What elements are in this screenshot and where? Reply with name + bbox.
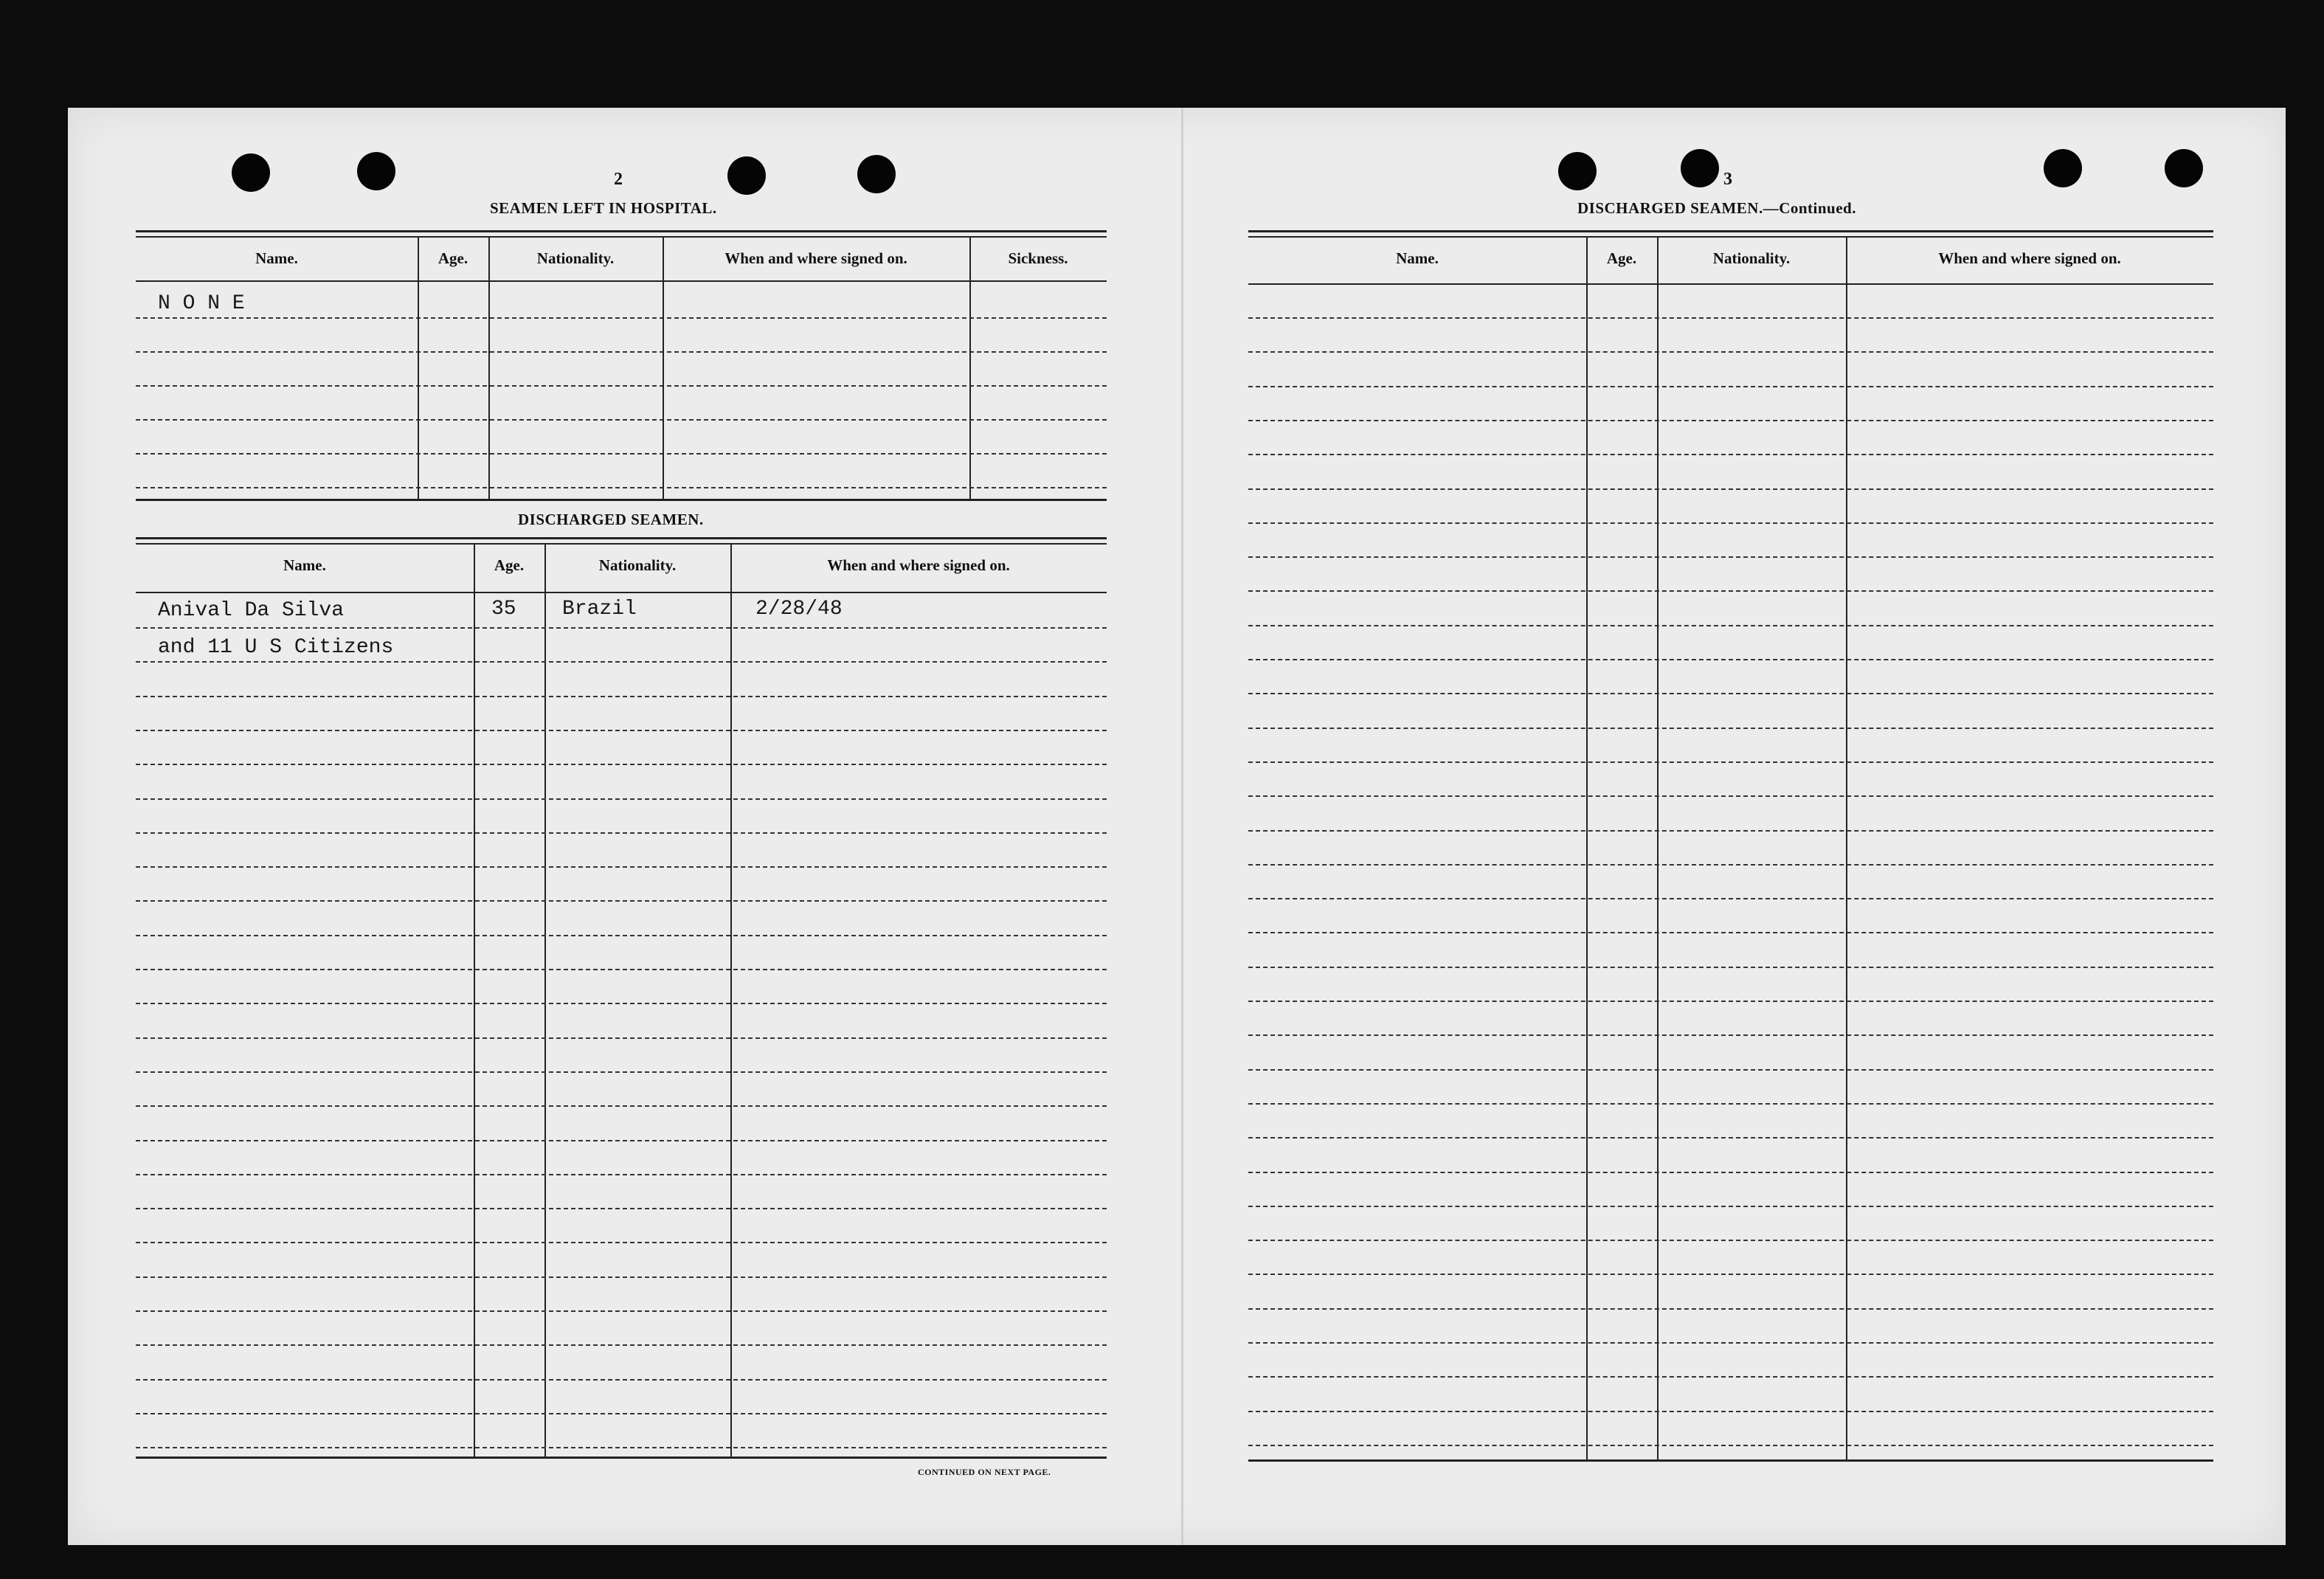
ruled-line — [1248, 1001, 2213, 1002]
punch-hole — [2044, 149, 2082, 187]
punch-hole — [357, 152, 395, 190]
ruled-line — [1248, 898, 2213, 899]
header-nationality: Nationality. — [536, 249, 615, 267]
header-name: Name. — [283, 556, 326, 574]
discharged-continued-title: DISCHARGED SEAMEN.—Continued. — [1577, 199, 1856, 217]
seaman-nationality: Brazil — [562, 598, 637, 621]
ruled-line — [136, 1071, 1107, 1073]
header-signed-on: When and where signed on. — [827, 556, 1010, 574]
ruled-line — [136, 1003, 1107, 1004]
ruled-line — [136, 1413, 1107, 1414]
seaman-age: 35 — [491, 598, 516, 621]
ruled-line — [1248, 864, 2213, 865]
ruled-line — [136, 627, 1107, 629]
seaman-signed-on: 2/28/48 — [755, 598, 843, 621]
ruled-line — [136, 1208, 1107, 1209]
header-nationality: Nationality. — [1712, 249, 1791, 267]
ruled-line — [1248, 932, 2213, 933]
ruled-line — [1248, 1103, 2213, 1105]
discharged-title: DISCHARGED SEAMEN. — [518, 511, 704, 528]
ruled-line — [136, 661, 1107, 663]
ruled-line — [1248, 556, 2213, 558]
ruled-line — [1248, 1411, 2213, 1412]
ruled-line — [1248, 454, 2213, 455]
seaman-name: Anival Da Silva — [158, 599, 345, 622]
ruled-line — [1248, 1034, 2213, 1036]
ruled-line — [136, 798, 1107, 800]
ruled-line — [1248, 1308, 2213, 1310]
header-signed-on: When and where signed on. — [724, 249, 907, 267]
ruled-line — [1248, 693, 2213, 694]
ruled-line — [136, 866, 1107, 868]
page-number-left: 2 — [614, 170, 623, 189]
ruled-line — [136, 935, 1107, 936]
ruled-line — [1248, 1274, 2213, 1275]
punch-hole — [857, 155, 896, 193]
ruled-line — [1248, 317, 2213, 319]
ruled-line — [136, 1276, 1107, 1278]
ruled-line — [1248, 1445, 2213, 1446]
continued-note: CONTINUED ON NEXT PAGE. — [918, 1467, 1051, 1477]
punch-hole — [1681, 149, 1719, 187]
ruled-line — [136, 730, 1107, 731]
punch-hole — [1558, 152, 1597, 190]
page-fold — [1181, 108, 1183, 1545]
punch-hole — [727, 156, 766, 195]
ruled-line — [136, 1379, 1107, 1381]
hospital-table — [136, 230, 1107, 503]
punch-hole — [2165, 149, 2203, 187]
discharged-table — [136, 537, 1107, 1461]
ruled-line — [136, 900, 1107, 902]
ruled-line — [1248, 386, 2213, 387]
ruled-line — [1248, 420, 2213, 421]
ruled-line — [1248, 1069, 2213, 1071]
ruled-line — [1248, 967, 2213, 968]
ruled-line — [1248, 625, 2213, 626]
header-age: Age. — [438, 249, 468, 267]
ruled-line — [136, 832, 1107, 834]
ruled-line — [1248, 1342, 2213, 1344]
header-age: Age. — [1606, 249, 1637, 267]
ruled-line — [1248, 1172, 2213, 1173]
header-name: Name. — [255, 249, 298, 267]
header-age: Age. — [494, 556, 525, 574]
header-sickness: Sickness. — [1008, 249, 1068, 267]
ruled-line — [1248, 351, 2213, 353]
ruled-line — [1248, 1376, 2213, 1378]
ruled-line — [1248, 795, 2213, 797]
ruled-line — [1248, 1240, 2213, 1241]
punch-hole — [232, 153, 270, 192]
ruled-line — [136, 1140, 1107, 1141]
ruled-line — [1248, 728, 2213, 729]
ruled-line — [1248, 1206, 2213, 1207]
header-nationality: Nationality. — [598, 556, 677, 574]
discharged-continued-table — [1248, 230, 2213, 1464]
seaman-name-2: and 11 U S Citizens — [158, 636, 394, 659]
hospital-title: SEAMEN LEFT IN HOSPITAL. — [490, 199, 717, 217]
ruled-line — [1248, 659, 2213, 660]
ruled-line — [1248, 1137, 2213, 1139]
page-number-right: 3 — [1723, 170, 1732, 189]
ruled-line — [136, 764, 1107, 765]
ruled-line — [1248, 830, 2213, 832]
hospital-entry-name: N O N E — [158, 292, 245, 315]
ruled-line — [136, 1242, 1107, 1243]
ruled-line — [1248, 488, 2213, 490]
ruled-line — [136, 1037, 1107, 1039]
header-name: Name. — [1396, 249, 1439, 267]
ruled-line — [136, 1344, 1107, 1346]
ruled-line — [1248, 522, 2213, 524]
ruled-line — [136, 1310, 1107, 1312]
ruled-line — [136, 969, 1107, 970]
ruled-line — [136, 696, 1107, 697]
ruled-line — [136, 1447, 1107, 1448]
ruled-line — [1248, 761, 2213, 763]
ruled-line — [1248, 590, 2213, 592]
ruled-line — [136, 1174, 1107, 1175]
ruled-line — [136, 1105, 1107, 1107]
header-signed-on: When and where signed on. — [1938, 249, 2121, 267]
